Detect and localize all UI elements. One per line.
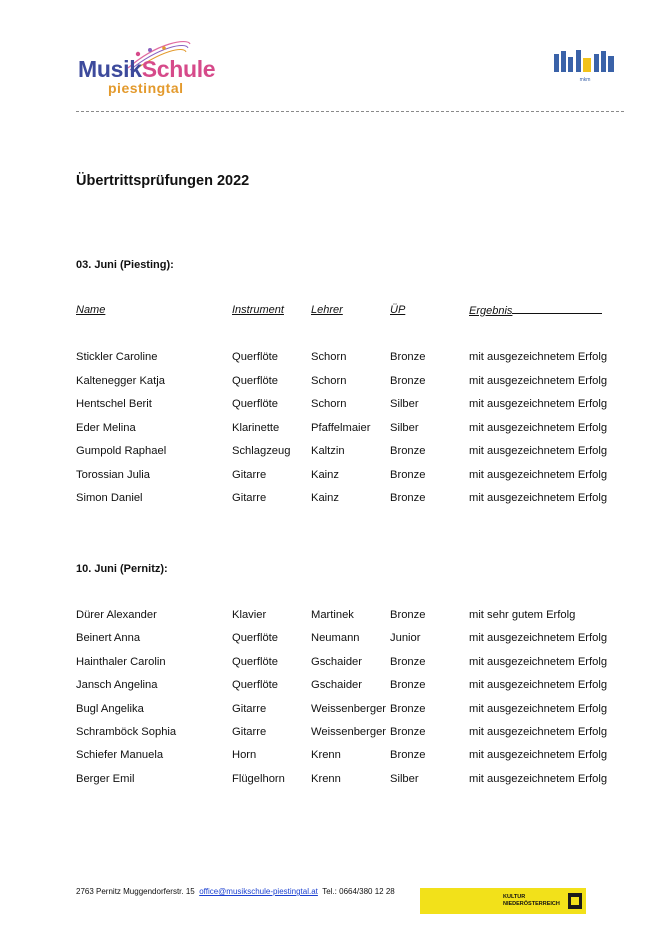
cell-instrument: Querflöte [232,398,279,410]
table-row [0,445,657,463]
footer-address: 2763 Pernitz Muggendorferstr. 15 [76,887,195,896]
cell-lehrer: Gschaider [311,679,362,691]
column-header-ergebnis [469,304,602,317]
cell-name: Bugl Angelika [76,703,144,715]
table-row [0,749,657,767]
cell-name: Eder Melina [76,422,136,434]
cell-lehrer: Kainz [311,492,339,504]
cell-up: Junior [390,632,421,644]
cell-ergebnis: mit ausgezeichnetem Erfolg [469,726,608,738]
logo-word-musik: Musik [78,56,142,82]
cell-instrument: Flügelhorn [232,773,285,785]
footer-email-link[interactable]: office@musikschule-piestingtal.at [199,887,318,896]
cell-up: Bronze [390,726,426,738]
footer-contact [76,887,395,896]
footer-phone: Tel.: 0664/380 12 28 [322,887,395,896]
cell-name: Kaltenegger Katja [76,375,165,387]
cell-up: Bronze [390,749,426,761]
table-row [0,469,657,487]
page-title: Übertrittsprüfungen 2022 [76,173,250,189]
cell-name: Torossian Julia [76,469,150,481]
cell-lehrer: Schorn [311,375,347,387]
cell-up: Bronze [390,445,426,457]
kultur-niederoesterreich-text [503,894,560,908]
cell-lehrer: Neumann [311,632,360,644]
cell-lehrer: Kainz [311,469,339,481]
cell-ergebnis: mit ausgezeichnetem Erfolg [469,445,608,457]
column-header-name: Name [76,304,106,316]
cell-name: Simon Daniel [76,492,143,504]
cell-ergebnis: mit ausgezeichnetem Erfolg [469,398,608,410]
cell-up: Bronze [390,609,426,621]
table-row [0,609,657,627]
section-heading-piesting: 03. Juni (Piesting): [76,259,174,271]
cell-lehrer: Schorn [311,398,347,410]
cell-name: Hentschel Berit [76,398,152,410]
cell-lehrer: Krenn [311,773,341,785]
header-divider [76,111,624,112]
table-row [0,398,657,416]
cell-instrument: Klarinette [232,422,280,434]
cell-up: Bronze [390,375,426,387]
cell-lehrer: Krenn [311,749,341,761]
musikschule-logo-wordmark [78,56,215,83]
cell-ergebnis: mit ausgezeichnetem Erfolg [469,351,608,363]
table-row [0,773,657,791]
cell-ergebnis: mit sehr gutem Erfolg [469,609,576,621]
cell-name: Stickler Caroline [76,351,158,363]
cell-up: Bronze [390,703,426,715]
logo-subtitle: piestingtal [108,80,184,96]
logo-word-schule: Schule [141,56,216,82]
noe-crest-icon [568,893,582,909]
table-row [0,656,657,674]
cell-ergebnis: mit ausgezeichnetem Erfolg [469,656,608,668]
table-row [0,422,657,440]
cell-ergebnis: mit ausgezeichnetem Erfolg [469,749,608,761]
mkm-logo-text: mkm [579,77,591,83]
cell-name: Berger Emil [76,773,135,785]
cell-name: Schiefer Manuela [76,749,164,761]
cell-name: Hainthaler Carolin [76,656,166,668]
cell-instrument: Querflöte [232,679,279,691]
cell-instrument: Horn [232,749,257,761]
cell-lehrer: Martinek [311,609,354,621]
table-row [0,726,657,744]
column-header-underline [512,304,602,314]
cell-up: Bronze [390,492,426,504]
table-row [0,703,657,721]
cell-ergebnis: mit ausgezeichnetem Erfolg [469,632,608,644]
column-header-ergebnis-label: Ergebnis [469,305,513,317]
cell-instrument: Schlagzeug [232,445,291,457]
cell-ergebnis: mit ausgezeichnetem Erfolg [469,703,608,715]
cell-instrument: Gitarre [232,703,267,715]
cell-instrument: Gitarre [232,469,267,481]
cell-name: Gumpold Raphael [76,445,167,457]
table-row [0,492,657,510]
cell-lehrer: Kaltzin [311,445,345,457]
cell-instrument: Querflöte [232,375,279,387]
kultur-line2: NIEDERÖSTERREICH [503,901,560,907]
cell-name: Jansch Angelina [76,679,158,691]
cell-lehrer: Pfaffelmaier [311,422,371,434]
cell-lehrer: Gschaider [311,656,362,668]
kultur-line1: KULTUR [503,894,526,900]
cell-up: Bronze [390,469,426,481]
cell-instrument: Gitarre [232,492,267,504]
cell-instrument: Querflöte [232,656,279,668]
cell-name: Dürer Alexander [76,609,157,621]
cell-name: Schramböck Sophia [76,726,177,738]
cell-up: Silber [390,773,419,785]
cell-up: Bronze [390,656,426,668]
cell-ergebnis: mit ausgezeichnetem Erfolg [469,469,608,481]
mkm-logo [551,48,619,86]
column-header-lehrer: Lehrer [311,304,343,316]
cell-name: Beinert Anna [76,632,141,644]
cell-ergebnis: mit ausgezeichnetem Erfolg [469,679,608,691]
cell-lehrer: Weissenberger [311,703,387,715]
table-row [0,375,657,393]
cell-instrument: Querflöte [232,632,279,644]
section-heading-pernitz: 10. Juni (Pernitz): [76,563,168,575]
cell-instrument: Querflöte [232,351,279,363]
cell-ergebnis: mit ausgezeichnetem Erfolg [469,492,608,504]
cell-up: Bronze [390,351,426,363]
table-row [0,679,657,697]
column-header-up: ÜP [390,304,406,316]
cell-up: Bronze [390,679,426,691]
table-row [0,632,657,650]
column-header-instrument: Instrument [232,304,284,316]
cell-lehrer: Schorn [311,351,347,363]
cell-lehrer: Weissenberger [311,726,387,738]
cell-instrument: Gitarre [232,726,267,738]
cell-up: Silber [390,398,419,410]
cell-ergebnis: mit ausgezeichnetem Erfolg [469,773,608,785]
table-row [0,351,657,369]
cell-ergebnis: mit ausgezeichnetem Erfolg [469,375,608,387]
cell-up: Silber [390,422,419,434]
cell-ergebnis: mit ausgezeichnetem Erfolg [469,422,608,434]
cell-instrument: Klavier [232,609,267,621]
